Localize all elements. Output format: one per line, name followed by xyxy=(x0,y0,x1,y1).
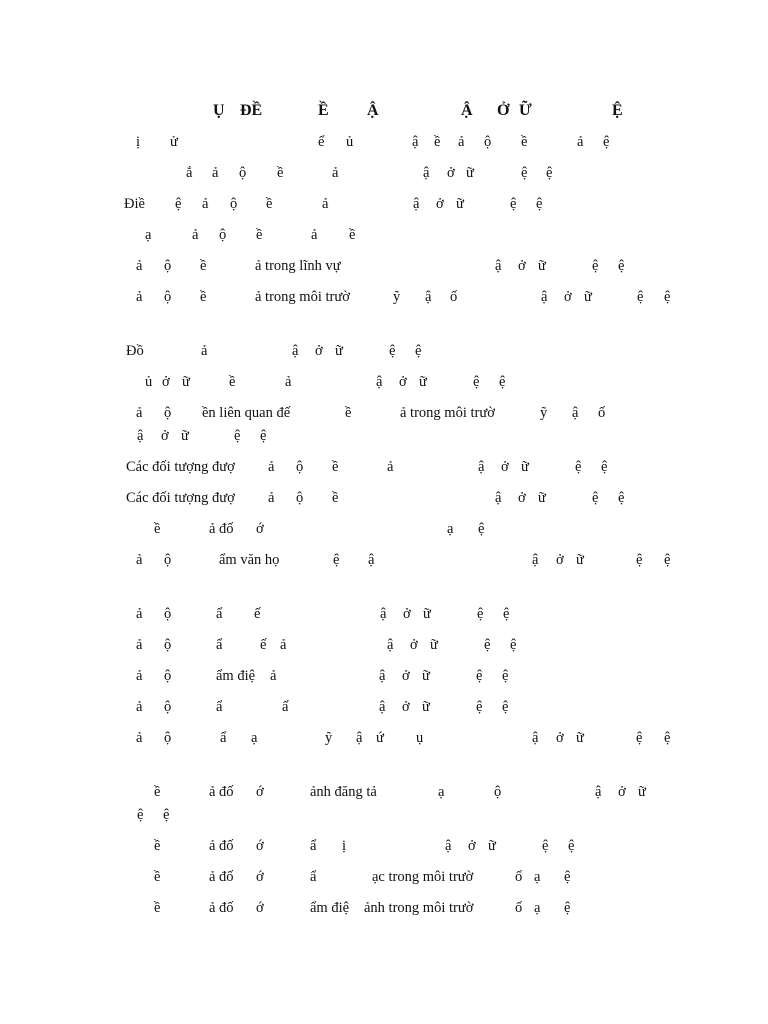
text-fragment: ộ xyxy=(164,606,172,622)
text-fragment: ố xyxy=(515,900,523,916)
text-fragment: ộ xyxy=(494,784,502,800)
text-line xyxy=(0,256,768,276)
text-fragment: ộ xyxy=(239,165,247,181)
text-fragment: ề xyxy=(154,521,161,537)
text-fragment: ớ xyxy=(256,869,264,885)
text-fragment: ệ xyxy=(636,552,643,568)
text-fragment: ở xyxy=(556,730,564,746)
text-line xyxy=(0,697,768,717)
text-fragment: ụ xyxy=(416,730,424,746)
text-fragment: Điề xyxy=(124,196,145,212)
text-fragment: ệ xyxy=(499,374,506,390)
text-fragment: ộ xyxy=(164,405,172,421)
text-fragment: ẩm văn họ xyxy=(219,552,280,568)
text-fragment: ệ xyxy=(478,521,485,537)
text-fragment: ở xyxy=(518,490,526,506)
text-fragment: ữ xyxy=(488,838,496,854)
text-fragment: ẩ xyxy=(310,838,317,854)
text-fragment: ỹ xyxy=(325,730,333,746)
text-fragment: ị xyxy=(342,838,347,854)
text-fragment: ệ xyxy=(163,807,170,823)
text-fragment: ẩ xyxy=(216,699,223,715)
text-fragment: ậ xyxy=(368,552,375,568)
text-fragment: ậ xyxy=(292,343,299,359)
text-line xyxy=(0,132,768,152)
text-fragment: ữ xyxy=(576,552,584,568)
text-fragment: ữ xyxy=(422,668,430,684)
text-fragment: ệ xyxy=(510,196,517,212)
text-fragment: ả xyxy=(387,459,394,475)
text-fragment: ứ xyxy=(376,730,384,746)
text-fragment: ậ xyxy=(356,730,363,746)
text-fragment: ả xyxy=(212,165,219,181)
text-fragment: ớ xyxy=(256,838,264,854)
title-fragment: ĐỀ xyxy=(240,102,263,119)
text-fragment: ệ xyxy=(473,374,480,390)
text-line xyxy=(0,635,768,655)
text-fragment: ả xyxy=(136,552,143,568)
text-fragment: ộ xyxy=(230,196,238,212)
text-fragment: ắ xyxy=(186,165,193,181)
text-fragment: ệ xyxy=(637,289,644,305)
text-fragment: ậ xyxy=(413,196,420,212)
text-fragment: ộ xyxy=(164,637,172,653)
title-fragment: Ậ xyxy=(367,102,379,119)
text-fragment: ữ xyxy=(638,784,646,800)
text-fragment: ệ xyxy=(564,869,571,885)
text-fragment: ề xyxy=(154,838,161,854)
text-fragment: ệ xyxy=(636,730,643,746)
text-fragment: ệ xyxy=(664,289,671,305)
text-fragment: ệ xyxy=(415,343,422,359)
text-fragment: ả xyxy=(201,343,208,359)
text-fragment: ệ xyxy=(564,900,571,916)
text-fragment: ớ xyxy=(256,521,264,537)
text-fragment: ệ xyxy=(510,637,517,653)
text-fragment: ệ xyxy=(521,165,528,181)
text-fragment: ộ xyxy=(219,227,227,243)
text-fragment: ẩ xyxy=(216,637,223,653)
text-fragment: ậ xyxy=(572,405,579,421)
text-fragment: ẩ xyxy=(310,869,317,885)
text-fragment: ề xyxy=(434,134,441,150)
text-line xyxy=(0,604,768,624)
text-fragment: ế xyxy=(260,637,267,653)
text-fragment: ảnh trong môi trườ xyxy=(364,900,474,916)
text-fragment: ữ xyxy=(521,459,529,475)
text-fragment: ệ xyxy=(503,606,510,622)
text-fragment: ữ xyxy=(466,165,474,181)
text-fragment: Đồ xyxy=(126,343,144,359)
text-fragment: ệ xyxy=(502,699,509,715)
text-fragment: ạ xyxy=(438,784,445,800)
text-fragment: ề xyxy=(229,374,236,390)
text-fragment: ả xyxy=(136,730,143,746)
text-line xyxy=(0,341,768,361)
document-title xyxy=(0,100,768,122)
text-fragment: ả đố xyxy=(209,869,234,885)
text-fragment: ữ xyxy=(335,343,343,359)
text-fragment: ở xyxy=(556,552,564,568)
text-fragment: ộ xyxy=(484,134,492,150)
text-line xyxy=(0,225,768,245)
text-fragment: ề xyxy=(521,134,528,150)
text-fragment: ộ xyxy=(164,730,172,746)
title-fragment: Ề xyxy=(318,102,329,119)
text-fragment: ả đố xyxy=(209,521,234,537)
text-fragment: ậ xyxy=(380,606,387,622)
text-fragment: ớ xyxy=(256,784,264,800)
text-fragment: ả đố xyxy=(209,838,234,854)
text-fragment: ệ xyxy=(601,459,608,475)
text-fragment: ữ xyxy=(538,258,546,274)
text-fragment: ẩ xyxy=(220,730,227,746)
text-fragment: ệ xyxy=(477,606,484,622)
text-fragment: ả xyxy=(192,227,199,243)
text-fragment: ề xyxy=(200,258,207,274)
text-fragment: ữ xyxy=(181,428,189,444)
text-fragment: ở xyxy=(402,699,410,715)
text-fragment: ả xyxy=(136,668,143,684)
text-line xyxy=(0,163,768,183)
text-fragment: ở xyxy=(315,343,323,359)
text-fragment: ữ xyxy=(576,730,584,746)
text-fragment: ệ xyxy=(536,196,543,212)
text-fragment: ậ xyxy=(495,490,502,506)
text-fragment: ả đố xyxy=(209,784,234,800)
text-fragment: ộ xyxy=(296,459,304,475)
text-fragment: ệ xyxy=(234,428,241,444)
text-fragment: ộ xyxy=(164,668,172,684)
text-fragment: ề xyxy=(277,165,284,181)
text-fragment: ề xyxy=(332,490,339,506)
text-fragment: ữ xyxy=(538,490,546,506)
text-fragment: ả xyxy=(268,459,275,475)
text-fragment: ở xyxy=(162,374,170,390)
text-fragment: ạ xyxy=(251,730,258,746)
text-fragment: ả trong môi trườ xyxy=(400,405,495,421)
text-fragment: ệ xyxy=(333,552,340,568)
text-fragment: ả xyxy=(280,637,287,653)
text-fragment: ạ xyxy=(534,869,541,885)
text-fragment: ệ xyxy=(389,343,396,359)
text-fragment: ệ xyxy=(546,165,553,181)
text-line xyxy=(0,519,768,539)
text-fragment: ề xyxy=(154,784,161,800)
text-fragment: ở xyxy=(161,428,169,444)
text-fragment: ẩm điệ xyxy=(310,900,350,916)
text-fragment: ủ xyxy=(145,374,153,390)
text-fragment: ệ xyxy=(502,668,509,684)
text-fragment: ậ xyxy=(379,699,386,715)
text-fragment: ậ xyxy=(137,428,144,444)
text-fragment: ệ xyxy=(476,668,483,684)
text-fragment: ậ xyxy=(595,784,602,800)
text-line xyxy=(0,287,768,307)
text-fragment: ở xyxy=(410,637,418,653)
text-fragment: ả xyxy=(136,289,143,305)
text-fragment: ề xyxy=(332,459,339,475)
text-fragment: ậ xyxy=(532,730,539,746)
text-fragment: ố xyxy=(450,289,458,305)
text-fragment: ẩ xyxy=(216,606,223,622)
text-fragment: ở xyxy=(402,668,410,684)
text-fragment: ạ xyxy=(145,227,152,243)
text-fragment: ả xyxy=(136,258,143,274)
text-fragment: ữ xyxy=(584,289,592,305)
text-fragment: ề xyxy=(200,289,207,305)
text-fragment: ậ xyxy=(412,134,419,150)
text-fragment: ệ xyxy=(575,459,582,475)
text-fragment: ạ xyxy=(534,900,541,916)
text-fragment: ữ xyxy=(456,196,464,212)
text-fragment: ả xyxy=(270,668,277,684)
text-fragment: ớ xyxy=(256,900,264,916)
text-fragment: ả xyxy=(268,490,275,506)
text-fragment: ề xyxy=(154,900,161,916)
title-fragment: Ụ xyxy=(213,102,225,119)
text-fragment: ả xyxy=(202,196,209,212)
text-fragment: ộ xyxy=(296,490,304,506)
text-fragment: ở xyxy=(436,196,444,212)
text-fragment: ệ xyxy=(484,637,491,653)
text-fragment: ả xyxy=(458,134,465,150)
title-fragment: Ệ xyxy=(612,102,623,119)
text-fragment: ền liên quan đế xyxy=(202,405,291,421)
text-fragment: ở xyxy=(403,606,411,622)
text-fragment: ở xyxy=(468,838,476,854)
text-fragment: ậ xyxy=(376,374,383,390)
text-fragment: ố xyxy=(598,405,606,421)
text-line xyxy=(0,194,768,214)
text-fragment: ậ xyxy=(379,668,386,684)
text-line xyxy=(0,403,768,423)
text-fragment: ữ xyxy=(430,637,438,653)
text-line xyxy=(0,898,768,918)
text-fragment: ỹ xyxy=(393,289,401,305)
text-line xyxy=(0,782,768,802)
text-fragment: ạ xyxy=(447,521,454,537)
text-fragment: ả xyxy=(136,699,143,715)
text-fragment: ảnh đăng tả xyxy=(310,784,377,800)
text-fragment: ấ xyxy=(282,699,289,715)
text-fragment: ệ xyxy=(592,258,599,274)
text-fragment: ể xyxy=(318,134,325,150)
text-fragment: Các đối tượng đượ xyxy=(126,459,235,475)
text-fragment: ậ xyxy=(445,838,452,854)
text-fragment: ậ xyxy=(423,165,430,181)
text-fragment: ộ xyxy=(164,289,172,305)
text-line xyxy=(0,728,768,748)
text-fragment: ệ xyxy=(603,134,610,150)
text-fragment: ề xyxy=(345,405,352,421)
text-fragment: ả trong môi trườ xyxy=(255,289,350,305)
text-fragment: ỹ xyxy=(540,405,548,421)
text-fragment: ệ xyxy=(664,552,671,568)
text-fragment: ữ xyxy=(423,606,431,622)
title-fragment: Ậ xyxy=(461,102,473,119)
text-line xyxy=(0,457,768,477)
text-fragment: Các đối tượng đượ xyxy=(126,490,235,506)
text-fragment: ế xyxy=(254,606,261,622)
text-fragment: ệ xyxy=(618,490,625,506)
text-fragment: ộ xyxy=(164,258,172,274)
text-fragment: ộ xyxy=(164,699,172,715)
text-fragment: ậ xyxy=(532,552,539,568)
text-fragment: ệ xyxy=(568,838,575,854)
text-line xyxy=(0,372,768,392)
text-fragment: ủ xyxy=(346,134,354,150)
text-line xyxy=(0,836,768,856)
text-fragment: ệ xyxy=(476,699,483,715)
text-fragment: ả xyxy=(311,227,318,243)
text-fragment: ệ xyxy=(664,730,671,746)
text-fragment: ở xyxy=(564,289,572,305)
text-fragment: ở xyxy=(618,784,626,800)
text-fragment: ộ xyxy=(164,552,172,568)
text-fragment: ề xyxy=(266,196,273,212)
text-fragment: ậ xyxy=(541,289,548,305)
text-fragment: ử xyxy=(170,134,178,150)
text-fragment: ả xyxy=(136,405,143,421)
text-fragment: ề xyxy=(349,227,356,243)
text-fragment: ả xyxy=(322,196,329,212)
title-fragment: Ữ xyxy=(519,102,532,119)
text-fragment: ả xyxy=(332,165,339,181)
text-fragment: ở xyxy=(447,165,455,181)
text-line xyxy=(0,666,768,686)
text-line xyxy=(0,488,768,508)
text-fragment: ữ xyxy=(422,699,430,715)
text-fragment: ậ xyxy=(425,289,432,305)
text-fragment: ữ xyxy=(182,374,190,390)
text-fragment: ệ xyxy=(260,428,267,444)
text-fragment: ả trong lĩnh vự xyxy=(255,258,341,274)
text-fragment: ả xyxy=(285,374,292,390)
text-fragment: ở xyxy=(399,374,407,390)
text-fragment: ậ xyxy=(387,637,394,653)
text-fragment: ố xyxy=(515,869,523,885)
text-fragment: ề xyxy=(256,227,263,243)
text-fragment: ệ xyxy=(175,196,182,212)
text-fragment: ị xyxy=(136,134,141,150)
text-fragment: ả xyxy=(136,637,143,653)
text-line xyxy=(0,805,768,825)
text-fragment: ở xyxy=(501,459,509,475)
text-fragment: ả xyxy=(136,606,143,622)
text-fragment: ở xyxy=(518,258,526,274)
text-fragment: ẩm điệ xyxy=(216,668,256,684)
text-fragment: ữ xyxy=(419,374,427,390)
title-fragment: Ở xyxy=(497,102,510,119)
text-fragment: ệ xyxy=(592,490,599,506)
text-fragment: ệ xyxy=(137,807,144,823)
text-line xyxy=(0,867,768,887)
text-line xyxy=(0,550,768,570)
text-line xyxy=(0,426,768,446)
text-fragment: ạc trong môi trườ xyxy=(372,869,474,885)
text-fragment: ậ xyxy=(478,459,485,475)
text-fragment: ậ xyxy=(495,258,502,274)
text-fragment: ề xyxy=(154,869,161,885)
text-fragment: ệ xyxy=(542,838,549,854)
text-fragment: ả xyxy=(577,134,584,150)
text-fragment: ả đố xyxy=(209,900,234,916)
text-fragment: ệ xyxy=(618,258,625,274)
